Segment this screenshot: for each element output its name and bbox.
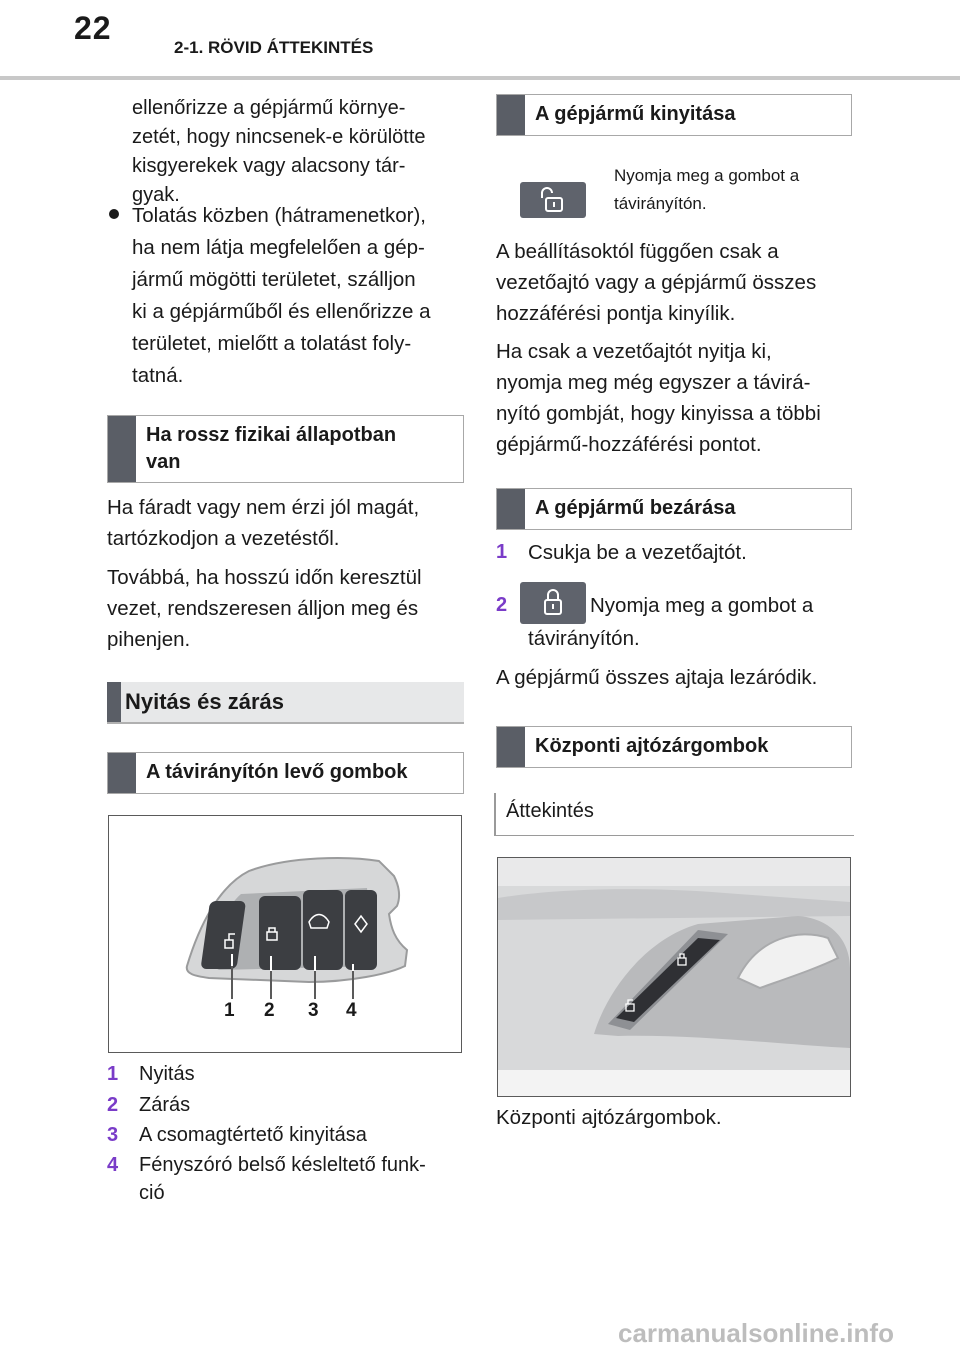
paragraph-line: gépjármű-hozzáférési pontot. [496, 433, 762, 456]
unlock-note [614, 162, 799, 218]
legend-number: 2 [107, 1094, 119, 1116]
lock-button-icon [520, 582, 586, 624]
key-fob-figure [108, 815, 462, 1053]
rest-paragraph [107, 562, 422, 655]
bullet-line: ki a gépjárműből és ellenőrizze a [132, 300, 431, 323]
heading-box-remote-buttons [107, 752, 464, 794]
legend-text: A csomagtértető kinyitása [139, 1124, 367, 1146]
heading-bar [497, 727, 525, 767]
legend-text: ció [139, 1182, 165, 1204]
heading-box-unlock [496, 94, 852, 136]
intro-line: gyak. [132, 184, 180, 206]
legend-item [107, 1121, 467, 1151]
figure-callout-2: 2 [264, 1000, 275, 1021]
legend-text: Zárás [139, 1094, 191, 1116]
intro-line: zetét, hogy nincsenek-e körülötte [132, 126, 426, 148]
lock-icon [520, 582, 586, 624]
legend-text: Fényszóró belső késleltető funk- [139, 1154, 426, 1176]
legend-number: 3 [107, 1124, 119, 1146]
step-text: Nyomja meg a gombot a [590, 594, 814, 617]
note-line: Nyomja meg a gombot a [614, 166, 800, 185]
bullet-line: jármű mögötti területet, szálljon [132, 268, 416, 291]
heading-box-central-lock [496, 726, 852, 768]
paragraph-line: hozzáférési pontja kinyílik. [496, 302, 736, 325]
heading-line: van [146, 451, 181, 473]
paragraph-line: nyító gombját, hogy kinyissa a többi [496, 402, 821, 425]
section-title: Nyitás és zárás [125, 689, 284, 714]
bullet-icon [109, 209, 119, 219]
heading-label: A távirányítón levő gombok [146, 761, 408, 783]
bullet-line: ha nem látja megfelelően a gép- [132, 236, 425, 259]
legend-item [107, 1151, 467, 1209]
section-title-box [107, 682, 464, 724]
step-number: 1 [496, 541, 508, 563]
lock-step-1 [496, 537, 856, 568]
figure-callout-1: 1 [224, 1000, 235, 1021]
paragraph-line: Ha csak a vezetőajtót nyitja ki, [496, 340, 772, 363]
heading-label [146, 422, 396, 476]
legend-item [107, 1091, 467, 1121]
note-line: távirányítón. [614, 194, 707, 213]
heading-box-physical-condition [107, 415, 464, 483]
intro-line: kisgyerekek vagy alacsony tár- [132, 155, 406, 177]
intro-line: ellenőrizze a gépjármű környe- [132, 97, 406, 119]
legend-item [107, 1060, 467, 1091]
overview-subheading [494, 793, 854, 836]
intro-text [132, 94, 426, 210]
heading-bar [108, 416, 136, 482]
figure-caption: Központi ajtózárgombok. [496, 1106, 722, 1129]
reversing-bullet [132, 200, 431, 392]
fatigue-paragraph [107, 492, 419, 554]
heading-bar [497, 489, 525, 529]
legend-number: 4 [107, 1154, 119, 1176]
heading-box-lock [496, 488, 852, 530]
figure-callout-4: 4 [346, 1000, 357, 1021]
lock-result-text: A gépjármű összes ajtaja lezáródik. [496, 666, 818, 689]
paragraph-line: tartózkodjon a vezetéstől. [107, 527, 340, 550]
page-number: 22 [74, 10, 112, 46]
heading-line: Ha rossz fizikai állapotban [146, 424, 397, 446]
lock-step-2 [496, 590, 856, 654]
watermark: carmanualsonline.info [618, 1318, 894, 1348]
heading-bar [108, 753, 136, 793]
bullet-line: Tolatás közben (hátramenetkor), [132, 204, 426, 227]
bullet-line: tatná. [132, 364, 184, 387]
unlock-paragraph-2 [496, 336, 821, 460]
paragraph-line: A beállításoktól függően csak a [496, 240, 779, 263]
unlock-icon [520, 182, 586, 218]
step-text: Csukja be a vezetőajtót. [528, 541, 747, 564]
legend-number: 1 [107, 1063, 119, 1085]
header-divider [0, 76, 960, 80]
legend-text: Nyitás [139, 1063, 195, 1085]
step-text: távirányítón. [528, 627, 640, 650]
door-lock-figure [497, 857, 851, 1097]
figure-callout-3: 3 [308, 1000, 319, 1021]
overview-label: Áttekintés [506, 800, 594, 822]
heading-label: A gépjármű bezárása [535, 497, 736, 519]
key-fob-illustration [109, 816, 461, 1052]
step-number: 2 [496, 594, 508, 616]
chapter-title: 2-1. RÖVID ÁTTEKINTÉS [174, 38, 374, 57]
paragraph-line: pihenjen. [107, 628, 191, 651]
section-bar [107, 682, 121, 722]
unlock-button-icon [520, 182, 586, 218]
paragraph-line: nyomja meg még egyszer a távirá- [496, 371, 811, 394]
heading-label: A gépjármű kinyitása [535, 103, 736, 125]
button-legend [107, 1060, 467, 1209]
bullet-line: területet, mielőtt a tolatást foly- [132, 332, 412, 355]
paragraph-line: Ha fáradt vagy nem érzi jól magát, [107, 496, 420, 519]
heading-bar [497, 95, 525, 135]
door-lock-illustration [498, 858, 850, 1096]
unlock-paragraph-1 [496, 236, 816, 329]
paragraph-line: Továbbá, ha hosszú időn keresztül [107, 566, 422, 589]
paragraph-line: vezetőajtó vagy a gépjármű összes [496, 271, 817, 294]
paragraph-line: vezet, rendszeresen álljon meg és [107, 597, 419, 620]
heading-label: Központi ajtózárgombok [535, 735, 769, 757]
